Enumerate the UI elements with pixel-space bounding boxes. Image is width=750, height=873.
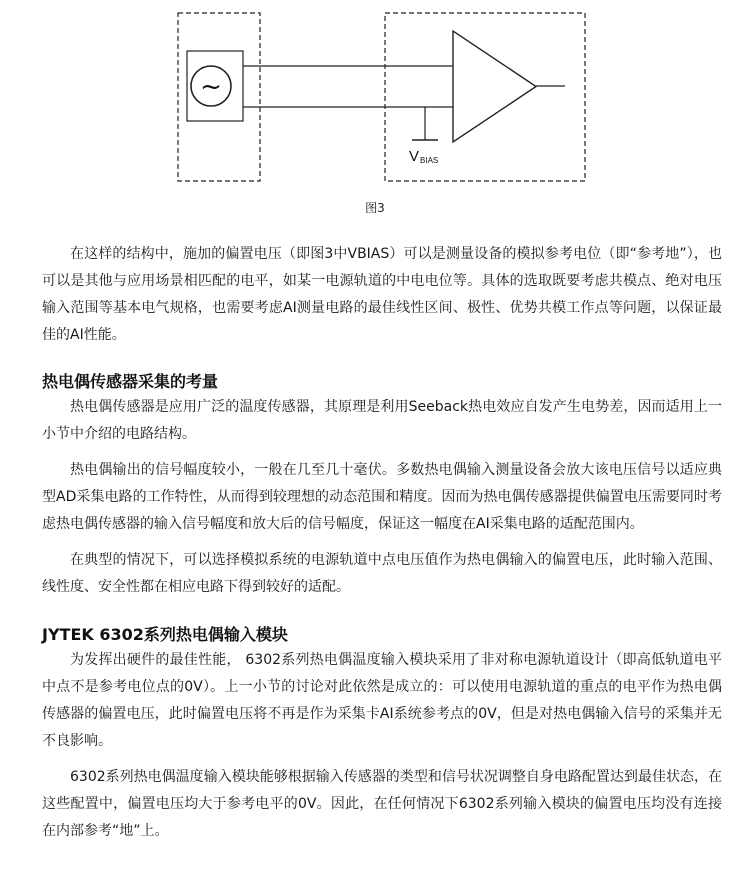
paragraph: 6302系列热电偶温度输入模块能够根据输入传感器的类型和信号状况调整自身电路配置达到最佳状态，在这些配置中，偏置电压均大于参考电平的0V。因此，在任何情况下6302系列输入模块的偏置电压均没有连接在内部参考“地”上。: [42, 769, 722, 839]
vbias-sub: BIAS: [420, 156, 439, 165]
circuit-diagram: [0, 0, 750, 230]
circuit-figure: [0, 0, 750, 230]
paragraph: 在这样的结构中，施加的偏置电压（即图3中VBIAS）可以是测量设备的模拟参考电位（即“参考地”），也可以是其他与应用场景相匹配的电平，如某一电源轨道的中电电位等。具体的选取既要考虑共模点、绝对电压输入范围等基本电气规格，也需要考虑AI测量电路的最佳线性区间、极性、优势共模工作点等问题，以保证最佳的AI性能。: [42, 246, 722, 343]
vbias-label: [409, 148, 438, 165]
amplifier-triangle: [453, 31, 536, 142]
paragraph: 热电偶传感器是应用广泛的温度传感器，其原理是利用Seeback热电效应自发产生电势差，因而适用上一小节中介绍的电路结构。: [42, 399, 722, 442]
vbias-main: V: [409, 148, 420, 165]
section-heading-jytek-6302: JYTEK 6302系列热电偶输入模块: [42, 625, 288, 644]
figure-caption: 图3: [365, 201, 385, 215]
paragraph: 热电偶输出的信号幅度较小，一般在几至几十毫伏。多数热电偶输入测量设备会放大该电压信号以适应典型AD采集电路的工作特性，从而得到较理想的动态范围和精度。因而为热电偶传感器提供偏置电压需要同时考虑热电偶传感器的输入信号幅度和放大后的信号幅度，保证这一幅度在AI采集电路的适配范围内。: [42, 462, 722, 532]
paragraph: 在典型的情况下，可以选择模拟系统的电源轨道中点电压值作为热电偶输入的偏置电压，此时输入范围、线性度、安全性都在相应电路下得到较好的适配。: [42, 552, 722, 595]
article-body: [42, 241, 722, 845]
ac-source-symbol: ~: [200, 72, 222, 102]
section-heading-thermocouple: 热电偶传感器采集的考量: [42, 372, 219, 391]
paragraph: 为发挥出硬件的最佳性能， 6302系列热电偶温度输入模块采用了非对称电源轨道设计（即高低轨道电平中点不是参考电位点的0V）。上一小节的讨论对此依然是成立的：可以使用电源轨道的重点的电平作为热电偶传感器的偏置电压，此时偏置电压将不再是作为采集卡AI系统参考点的0V，但是对热电偶输入信号的采集并无不良影响。: [42, 652, 722, 749]
